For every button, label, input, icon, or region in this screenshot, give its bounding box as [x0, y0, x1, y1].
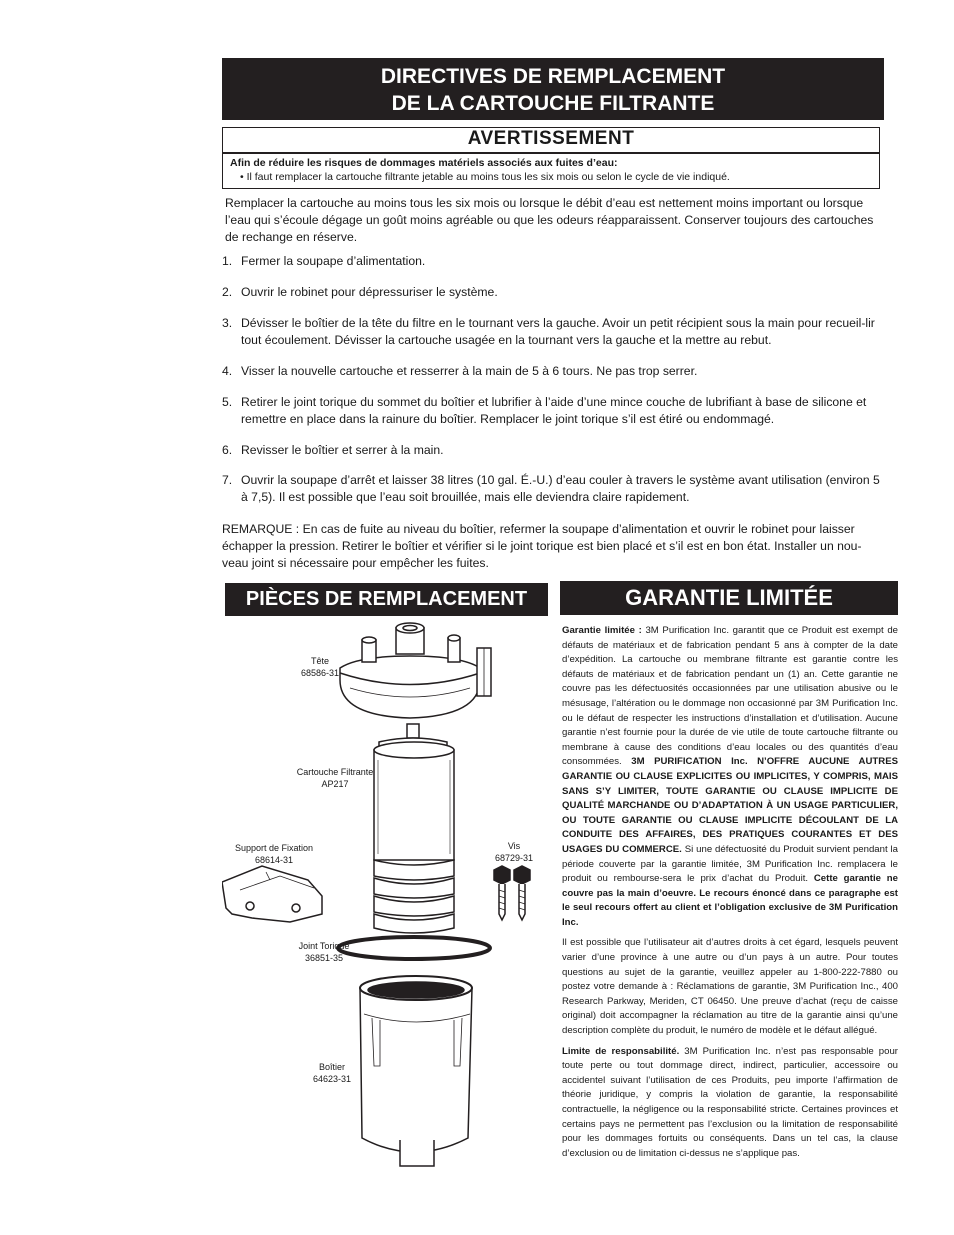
warranty-remedy: Cette garantie ne couvre pas la main d’oeuvre. Le recours énoncé dans ce paragraphe est le seul recours offert au client et l’obligation exclusive de 3M Purification Inc. — [562, 873, 898, 928]
warranty-lead: Garantie limitée : — [562, 625, 642, 636]
warranty-text — [562, 624, 898, 1167]
page-title-line1: DIRECTIVES DE REMPLACEMENT — [380, 65, 726, 88]
part-code: 36851-35 — [304, 953, 344, 963]
warranty-rights-paragraph: Il est possible que l’utilisateur ait d’autres droits à cet égard, lesquels peuvent varier d’une province à une autre ou d’un pays à un autre. Pour toutes questions au sujet de la garantie, veuillez appeler au 1-800-222-7880 ou postez votre demande à : Réclamations de garantie, 3M Purification Inc., 400 Research Parkway, Meriden, CT 06450. Une preuve d’achat (reçu de caisse original) doit accompagner la réclamation au titre de la garantie ainsi qu’une description complète du produit, le numéro de modèle et le défaut allégué. — [562, 937, 898, 1037]
warning-lead: Afin de réduire les risques de dommages matériels associés aux fuites d’eau: — [230, 157, 618, 169]
page-title-line2: DE LA CARTOUCHE FILTRANTE — [391, 92, 715, 115]
step-number: 4. — [222, 364, 233, 378]
parts-section-title: PIÈCES DE REMPLACEMENT — [225, 583, 548, 616]
step-item — [222, 394, 887, 427]
part-code: 68586-31 — [300, 668, 340, 678]
warning-heading: AVERTISSEMENT — [223, 128, 879, 154]
part-name: Support de Fixation — [234, 843, 314, 853]
step-number: 1. — [222, 254, 233, 268]
step-item — [222, 363, 887, 380]
part-label-bracket — [222, 842, 326, 866]
housing-drawing — [360, 976, 472, 1166]
screws-drawing — [494, 866, 530, 920]
filter-cartridge-drawing — [374, 724, 454, 933]
step-item — [222, 315, 887, 348]
part-code: 64623-31 — [312, 1074, 352, 1084]
warning-item: • Il faut remplacer la cartouche filtrante jetable au moins tous les six mois ou selon le cycle de vie indiqué. — [240, 171, 730, 183]
part-label-housing — [292, 1061, 372, 1085]
step-number: 5. — [222, 395, 233, 409]
step-number: 3. — [222, 316, 233, 330]
filter-head-drawing — [340, 623, 491, 718]
remark-paragraph: REMARQUE : En cas de fuite au niveau du boîtier, refermer la soupape d’alimentation et ouvrir le robinet pour laisser échapper la pression. Retirer le boîtier et vérifier si le joint torique est bien placé et s’il est en bon état. Installer un nou-veau joint si nécessaire pour empêcher les fuites. — [222, 522, 862, 570]
mounting-bracket-drawing — [222, 866, 322, 922]
part-name: Cartouche Filtrante — [296, 767, 374, 777]
part-name: Joint Torique — [298, 941, 350, 951]
step-text: Revisser le boîtier et serrer à la main. — [241, 443, 444, 457]
warning-box — [222, 127, 880, 189]
part-label-oring — [284, 940, 364, 964]
part-label-head — [280, 655, 360, 679]
part-name: Vis — [507, 841, 521, 851]
step-number: 7. — [222, 473, 233, 487]
step-item — [222, 442, 887, 459]
intro-paragraph: Remplacer la cartouche au moins tous les six mois ou lorsque le débit d’eau est nettement moins important ou lorsque l’eau qui s’écoule dégage un goût moins agréable ou que les odeurs réapparaissent. Conserver toujours des cartouches de rechange en réserve. — [225, 196, 874, 244]
step-text: Retirer le joint torique du sommet du boîtier et lubrifier à l’aide d’une mince couche de lubrifiant à base de silicone et remettre en place dans la rainure du boîtier. Remplacer le joint torique s’il est étiré ou endommagé. — [241, 395, 867, 426]
warranty-paragraph — [562, 624, 898, 930]
step-number: 2. — [222, 285, 233, 299]
liability-paragraph — [562, 1045, 898, 1162]
step-text: Ouvrir le robinet pour dépressuriser le système. — [241, 285, 498, 299]
part-code: 68729-31 — [494, 853, 534, 863]
step-number: 6. — [222, 443, 233, 457]
part-code: 68614-31 — [254, 855, 294, 865]
warranty-body: 3M Purification Inc. garantit que ce Produit est exempt de défauts de matériaux et de fabrication pendant 5 ans à compter de la date d’expédition. La cartouche ou membrane filtrante est garantie contre les défauts de matériaux et de fabrication pendant un (1) an. Cette garantie ne couvre pas les défectuosités occasionnées par une utilisation abusive ou le mésusage, l’altération ou le dommage non occasionné par 3M Purification Inc. ou le défaut de respecter les instructions d’installation et d’utilisation. Aucune garantie n’est fournie pour la durée de vie utile de toute cartouche filtrante ou membrane à cause des conditions d’eau locales ou des quantités d’eau consommées. — [562, 625, 898, 768]
warranty-section-title: GARANTIE LIMITÉE — [560, 581, 898, 615]
step-text: Ouvrir la soupape d’arrêt et laisser 38 litres (10 gal. É.-U.) d’eau couler à travers le système avant utilisation (environ 5 à 7,5). Il est possible que l’eau soit brouillée, mais elle deviendra claire rapidement. — [241, 473, 880, 504]
part-name: Boîtier — [318, 1062, 345, 1072]
part-name: Tête — [310, 656, 329, 666]
step-text: Dévisser le boîtier de la tête du filtre en le tournant vers la gauche. Avoir un petit récipient sous la main pour recueil-lir tout écoulement. Dévisser la cartouche usagée en la tournant vers la gauche et la mettre au rebut. — [241, 316, 875, 347]
step-item — [222, 253, 887, 270]
page-title — [222, 58, 884, 120]
liability-body: 3M Purification Inc. n’est pas responsable pour toute perte ou tout dommage direct, indirect, particulier, accessoire ou accidentel suivant l’utilisation de ces Produits, peu importe l’affirmation de théorie juridique, y compris la violation de garantie, la responsabilité contractuelle, la négligence ou la responsabilité stricte. Certaines provinces et certains pays ne permettent pas l’exclusion ou la limitation de responsabilité pour les dommages fortuits ou conséquents. Dans un tel cas, la clause d’exclusion ou de limitation ci-dessus ne s’applique pas. — [562, 1045, 898, 1159]
part-label-screw — [484, 840, 544, 864]
step-text: Visser la nouvelle cartouche et resserrer à la main de 5 à 6 tours. Ne pas trop serrer. — [241, 364, 698, 378]
warranty-body-2: Si une défectuosité du Produit survient pendant la période couverte par la garantie limitée, 3M Purification Inc. remplacera le produit ou rembourse-sera le prix d’achat du Produit. — [562, 843, 898, 885]
step-item — [222, 472, 887, 505]
part-label-cartridge — [283, 766, 387, 790]
step-text: Fermer la soupape d’alimentation. — [241, 254, 426, 268]
part-code: AP217 — [321, 779, 349, 789]
parts-diagram — [222, 618, 552, 1188]
liability-lead: Limite de responsabilité. — [562, 1045, 680, 1057]
step-item — [222, 284, 887, 301]
warranty-disclaimer: 3M PURIFICATION Inc. N’OFFRE AUCUNE AUTRES GARANTIE OU CLAUSE EXPLICITES OU IMPLICITES, Y COMPRIS, MAIS SANS S’Y LIMITER, TOUTE GARANTIE OU CLAUSE IMPLICITE DE QUALITÉ MARCHANDE OU D’ADAPTATION À UN USAGE PARTICULIER, OU TOUTE GARANTIE OU CLAUSE IMPLICITE DÉCOULANT DE LA CONDUITE DES AFFAIRES, DES PRATIQUES COURANTES ET DES USAGES DU COMMERCE. — [562, 756, 898, 855]
